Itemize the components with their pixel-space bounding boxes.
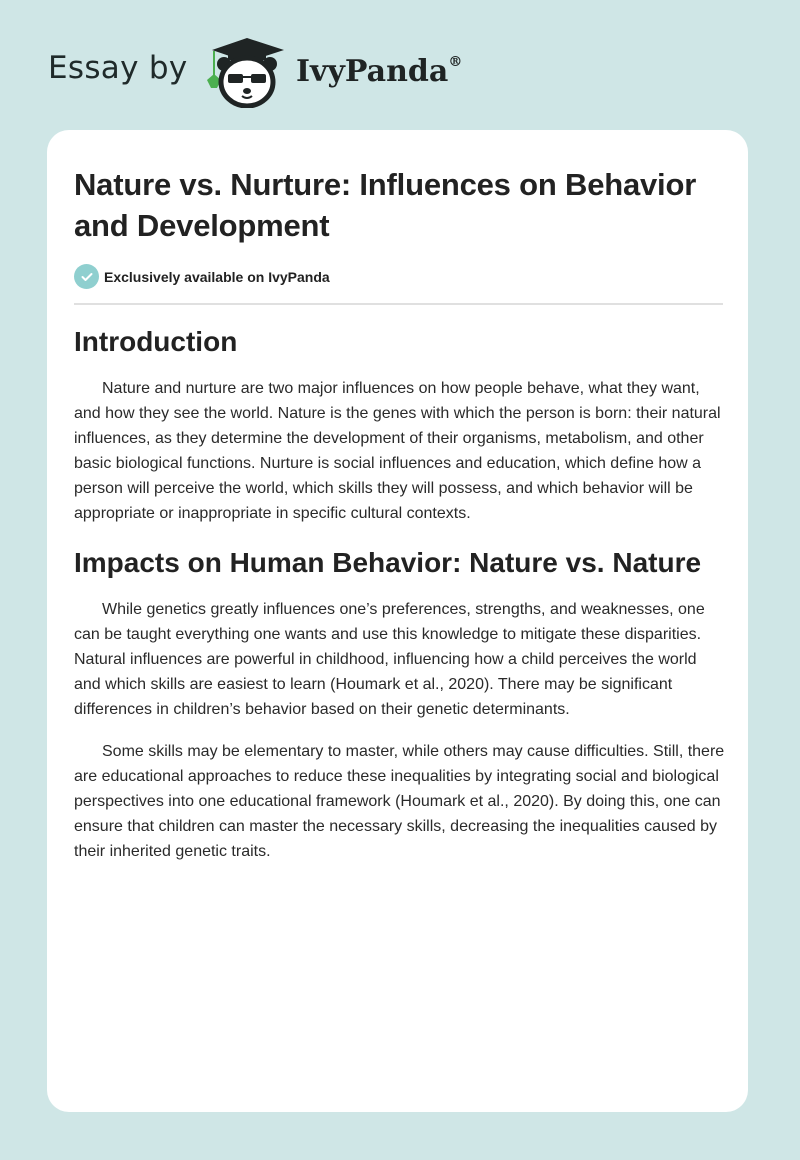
panda-graduate-icon[interactable]	[202, 36, 292, 108]
essay-card	[47, 130, 748, 1112]
essay-content	[74, 322, 726, 881]
brand-text: IvyPanda	[296, 54, 449, 89]
brand-name[interactable]	[296, 54, 462, 89]
paragraph: While genetics greatly influences one’s preferences, strengths, and weaknesses, one can be taught everything one wants and use this knowledge to mitigate these disparities. Natural influences are powerful in childhood, influencing how a child perceives the world and which skills are easiest to learn (Houmark et al., 2020). There may be significant differences in children’s behavior based on their genetic determinants.	[74, 601, 705, 718]
section-heading-impacts: Impacts on Human Behavior: Nature vs. Nature	[74, 547, 702, 578]
page-title: Nature vs. Nurture: Influences on Behavior and Development	[74, 167, 697, 243]
exclusive-badge	[74, 264, 330, 289]
check-circle-icon	[74, 264, 99, 289]
badge-label: Exclusively available on IvyPanda	[104, 268, 330, 285]
divider	[74, 303, 723, 305]
essay-by-label: Essay by	[48, 50, 188, 86]
registered-mark: ®	[448, 54, 463, 70]
section-heading-introduction: Introduction	[74, 326, 238, 357]
paragraph: Some skills may be elementary to master, while others may cause difficulties. Still, there are educational approaches to reduce these inequalities by integrating social and biological perspectives into one educational framework (Houmark et al., 2020). By doing this, one can ensure that children can master the necessary skills, decreasing the inequalities caused by their inherited genetic traits.	[74, 743, 725, 860]
site-header	[0, 0, 800, 130]
paragraph: Nature and nurture are two major influences on how people behave, what they want, and how they see the world. Nature is the genes with which the person is born: their natural influences, as they determine the development of their organisms, metabolism, and other basic biological functions. Nurture is social influences and education, which define how a person will perceive the world, which skills they will possess, and which behavior will be appropriate or inappropriate in specific cultural contexts.	[74, 380, 721, 522]
